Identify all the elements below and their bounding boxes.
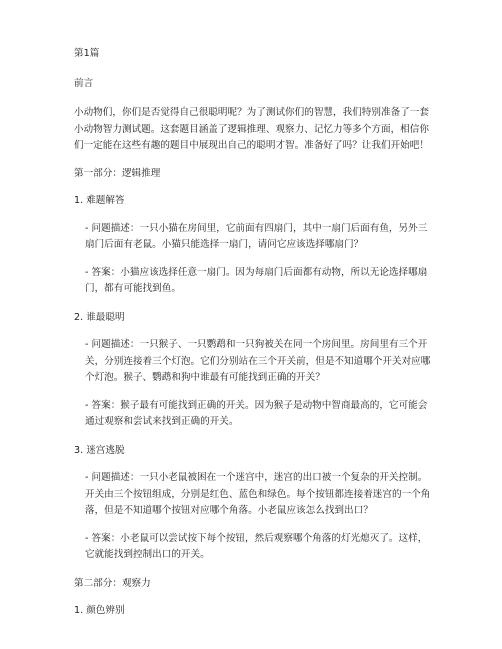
item-title: 2. 谁最聪明 <box>74 311 125 323</box>
question-text: - 问题描述：一只小猫在房间里，它前面有四扇门，其中一扇门后面有鱼，另外三扇门后面有老鼠。小猫只能选择一扇门，请问它应该选择哪扇门？ <box>85 222 428 250</box>
item-title: 3. 迷宫逃脱 <box>74 444 125 456</box>
section-title-logic: 第一部分：逻辑推理 <box>74 167 161 179</box>
question-text: - 问题描述：一只小老鼠被困在一个迷宫中，迷宫的出口被一个复杂的开关控制。开关由三个按钮组成，分别是红色、蓝色和绿色。每个按钮都连接着迷宫的一个角落，但是不知道哪个按钮对应哪个角落。小老鼠应该怎么找到出口？ <box>85 472 431 516</box>
page-label: 第1篇 <box>74 48 100 59</box>
question-text: - 问题描述：一只猴子、一只鹦鹉和一只狗被关在同一个房间里。房间里有三个开关，分别连接着三个灯泡。它们分别站在三个开关前，但是不知道哪个开关对应哪个灯泡。猴子、鹦鹉和狗中谁最有可能找到正确的开关？ <box>85 339 431 383</box>
item-title: 1. 难题解答 <box>74 195 125 206</box>
preface-heading: 前言 <box>74 77 94 89</box>
intro-paragraph: 小动物们，你们是否觉得自己很聪明呢？为了测试你们的智慧，我们特别准备了一套小动物智力测试题。这套题目涵盖了逻辑推理、观察力、记忆力等多个方面，相信你们一定能在这些有趣的题目中展现出自己的聪明才智。准备好了吗？让我们开始吧！ <box>74 107 429 151</box>
item-title: 1. 颜色辨别 <box>74 605 125 616</box>
answer-text: - 答案：小猫应该选择任意一扇门。因为每扇门后面都有动物，所以无论选择哪扇门，都有可能找到鱼。 <box>85 266 428 294</box>
answer-text: - 答案：猴子最有可能找到正确的开关。因为猴子是动物中智商最高的，它可能会通过观察和尝试来找到正确的开关。 <box>85 399 428 427</box>
section-title-observation: 第二部分：观察力 <box>74 577 151 589</box>
answer-text: - 答案：小老鼠可以尝试按下每个按钮，然后观察哪个角落的灯光熄灭了。这样，它就能找到控制出口的开关。 <box>85 532 428 560</box>
